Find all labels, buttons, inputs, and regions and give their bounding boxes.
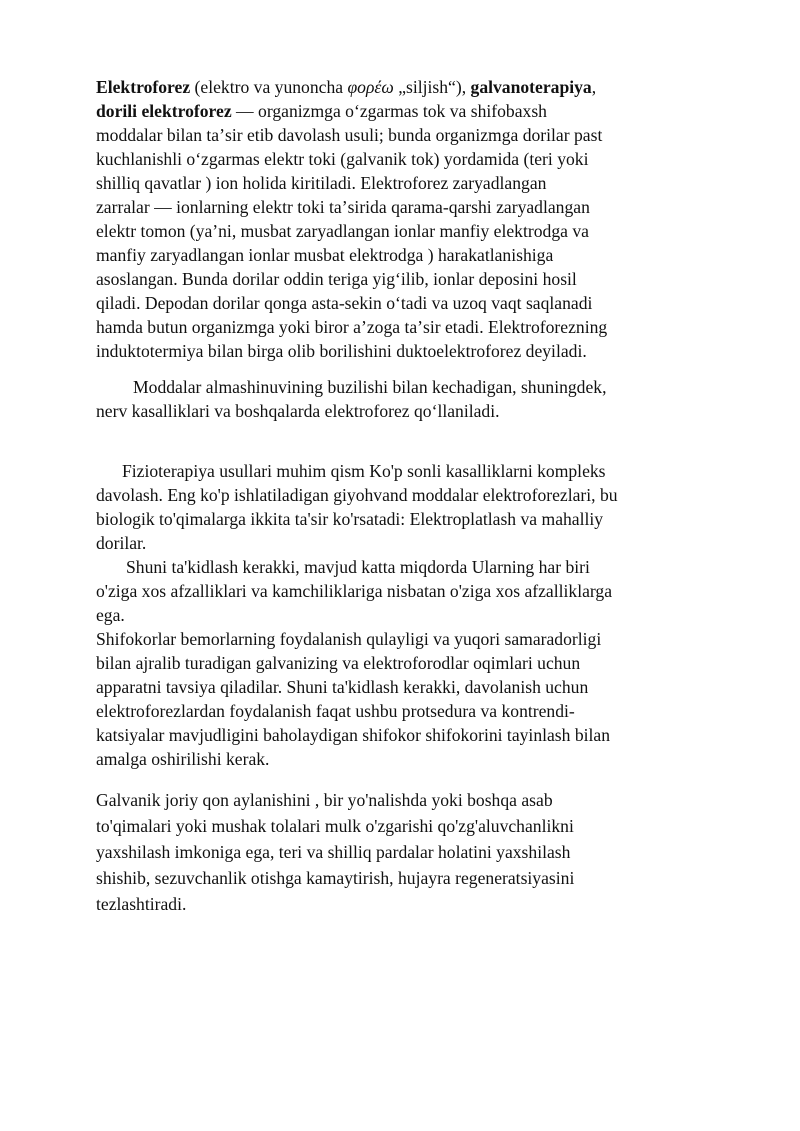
text-line: bilan ajralib turadigan galvanizing va elektroforodlar oqimlari uchun (96, 653, 581, 673)
text-line: induktotermiya bilan birga olib borilishini duktoelektroforez deyiladi. (96, 341, 587, 361)
term-elektroforez: Elektroforez (96, 77, 191, 97)
text-line: dorilar. (96, 533, 147, 553)
text-line: yaxshilash imkoniga ega, teri va shilliq pardalar holatini yaxshilash (96, 842, 571, 862)
greek-word: φορέω (347, 77, 394, 97)
text-line: manfiy zaryadlangan ionlar musbat elektrodga ) harakatlanishiga (96, 245, 554, 265)
text-line: hamda butun organizmga yoki biror aʼzoga taʼsir etadi. Elektroforezning (96, 317, 608, 337)
text-line: nerv kasalliklari va boshqalarda elektroforez qoʻllaniladi. (96, 401, 500, 421)
text-line: kuchlanishli oʻzgarmas elektr toki (galvanik tok) yordamida (teri yoki (96, 149, 589, 169)
text-line: shishib, sezuvchanlik otishga kamaytirish, hujayra regeneratsiyasini (96, 868, 575, 888)
text-line (96, 76, 596, 99)
text-span: (elektro va yunoncha (190, 77, 348, 97)
text-line: tezlashtiradi. (96, 894, 187, 914)
term-dorili-elektroforez: dorili elektroforez (96, 101, 232, 121)
text-line (96, 100, 547, 123)
text-line: Shifokorlar bemorlarning foydalanish qulayligi va yuqori samaradorligi (96, 629, 602, 649)
text-line: biologik to'qimalarga ikkita ta'sir ko'rsatadi: Elektroplatlash va mahalliy (96, 509, 604, 529)
text-line: Shuni ta'kidlash kerakki, mavjud katta miqdorda Ularning har biri (126, 557, 590, 577)
text-line: davolash. Eng ko'p ishlatiladigan giyohvand moddalar elektroforezlari, bu (96, 485, 618, 505)
text-line: katsiyalar mavjudligini baholaydigan shifokor shifokorini tayinlash bilan (96, 725, 611, 745)
text-line: Galvanik joriy qon aylanishini , bir yo'nalishda yoki boshqa asab (96, 790, 553, 810)
text-line: Fizioterapiya usullari muhim qism Ko'p sonli kasalliklarni kompleks (122, 461, 606, 481)
text-span: — organizmga oʻzgarmas tok va shifobaxsh (231, 101, 547, 121)
text-line: elektr tomon (yaʼni, musbat zaryadlangan ionlar manfiy elektrodga va (96, 221, 589, 241)
text-line: zarralar — ionlarning elektr toki taʼsirida qarama-qarshi zaryadlangan (96, 197, 590, 217)
term-galvanoterapiya: galvanoterapiya (470, 77, 592, 97)
text-line: elektroforezlardan foydalanish faqat ushbu protsedura va kontrendi- (96, 701, 575, 721)
text-line: o'ziga xos afzalliklari va kamchiliklariga nisbatan o'ziga xos afzalliklarga (96, 581, 613, 601)
text-span: , (591, 77, 597, 97)
text-line: amalga oshirilishi kerak. (96, 749, 270, 769)
text-line: shilliq qavatlar ) ion holida kiritiladi. Elektroforez zaryadlangan (96, 173, 547, 193)
text-line: Moddalar almashinuvining buzilishi bilan kechadigan, shuningdek, (133, 377, 607, 397)
text-line: moddalar bilan taʼsir etib davolash usuli; bunda organizmga dorilar past (96, 125, 603, 145)
text-span: „siljish“), (393, 77, 471, 97)
text-line: qiladi. Depodan dorilar qonga asta-sekin oʻtadi va uzoq vaqt saqlanadi (96, 293, 593, 313)
text-line: ega. (96, 605, 125, 625)
text-line: to'qimalari yoki mushak tolalari mulk o'zgarishi qo'zg'aluvchanlikni (96, 816, 574, 836)
text-line: asoslangan. Bunda dorilar oddin teriga yigʻilib, ionlar deposini hosil (96, 269, 577, 289)
text-line: apparatni tavsiya qiladilar. Shuni ta'kidlash kerakki, davolanish uchun (96, 677, 589, 697)
